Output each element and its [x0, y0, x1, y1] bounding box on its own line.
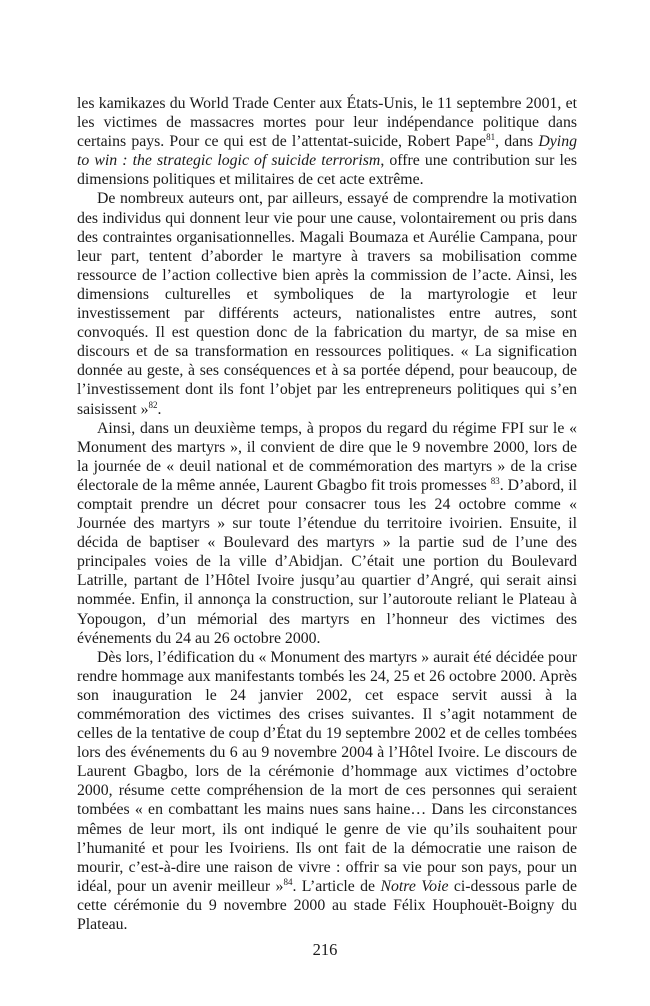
- paragraph-4-text-b: . L’article de: [292, 877, 381, 895]
- paragraph-3-text-b: . D’abord, il comptait prendre un décret pour consacrer tous les 24 octobre comme « Journée des martyrs » sur toute l’étendue du territoire ivoirien. Ensuite, il décida de baptiser « Boulevard des martyrs » la partie sud de l’une des principales voies de la ville d’Abidjan. C’était une portion du Boulevard Latrille, partant de l’Hôtel Ivoire jusqu’au quartier d’Angré, qui serait ainsi nommée. Enfin, il annonça la construction, sur l’autoroute reliant le Plateau à Yopougon, d’un mémorial des martyrs en l’honneur des victimes des événements du 24 au 26 octobre 2000.: [77, 476, 577, 647]
- paragraph-1: [77, 94, 577, 189]
- paragraph-1-text: les kamikazes du World Trade Center aux États-Unis, le 11 septembre 2001, et les victimes de massacres mortes pour leur indépendance politique dans certains pays. Pour ce qui est de l’attentat-suicide, Robert Pape: [77, 95, 577, 151]
- paragraph-1-text-c: , offre une contribution sur les dimensions politiques et militaires de cet acte extrême.: [77, 152, 577, 189]
- paragraph-2-text: De nombreux auteurs ont, par ailleurs, essayé de comprendre la motivation des individus qui donnent leur vie pour une cause, volontairement ou pris dans des contraintes organisationnelles. Magali Boumaza et Aurélie Campana, pour leur part, tentent d’aborder le martyre à travers sa mobilisation comme ressource de l’action collective bien après la commission de l’acte. Ainsi, les dimensions culturelles et symboliques de la martyrologie et leur investissement par différents acteurs, nationalistes entre autres, sont convoqués. Il est question donc de la fabrication du martyr, de sa mise en discours et de sa transformation en ressources politiques. « La signification donnée au geste, à ses conséquences et à sa portée dépend, pour beaucoup, de l’investissement dont ils font l’objet par les entrepreneurs politiques qui s’en saisissent »: [77, 190, 577, 418]
- paragraph-3-text: Ainsi, dans un deuxième temps, à propos du regard du régime FPI sur le « Monument des martyrs », il convient de dire que le 9 novembre 2000, lors de la journée de « deuil national et de commémoration des martyrs » de la crise électorale de la même année, Laurent Gbagbo fit trois promesses: [77, 419, 577, 494]
- book-title-dying-to-win: Dying to win : the strategic logic of suicide terrorism: [77, 133, 577, 170]
- paragraph-4-text: Dès lors, l’édification du « Monument des martyrs » aurait été décidée pour rendre hommage aux manifestants tombés les 24, 25 et 26 octobre 2000. Après son inauguration le 24 janvier 2002, cet espace servit aussi à la commémoration des victimes des crises suivantes. Il s’agit notamment de celles de la tentative de coup d’État du 19 septembre 2002 et de celles tombées lors des événements du 6 au 9 novembre 2004 à l’Hôtel Ivoire. Le discours de Laurent Gbagbo, lors de la cérémonie d’hommage aux victimes d’octobre 2000, résume cette compréhension de la mort de ces personnes qui seraient tombées « en combattant les mains nues sans haine… Dans les circonstances mêmes de leur mort, ils ont indiqué le genre de vie qu’ils souhaitent pour l’humanité et pour les Ivoiriens. Ils ont fait de la démocratie une raison de mourir, c’est-à-dire une raison de vivre : offrir sa vie pour son pays, pour un idéal, pour un avenir meilleur »: [77, 648, 577, 895]
- newspaper-title-notre-voie: Notre Voie: [380, 877, 449, 895]
- footnote-ref-83[interactable]: 83: [490, 475, 500, 486]
- paragraph-3: [77, 419, 577, 648]
- page-number: 216: [312, 940, 338, 959]
- paragraph-4: [77, 648, 577, 934]
- paragraph-2-text-b: .: [157, 400, 162, 418]
- footnote-ref-81[interactable]: 81: [486, 132, 496, 143]
- paragraph-1-text-b: , dans: [495, 133, 539, 151]
- footnote-ref-82[interactable]: 82: [148, 399, 158, 410]
- paragraph-2: [77, 189, 577, 418]
- page-body: [77, 94, 577, 934]
- footnote-ref-84[interactable]: 84: [283, 876, 293, 887]
- paragraph-4-text-c: ci-dessous parle de cette cérémonie du 9 novembre 2000 au stade Félix Houphouët-Boigny du Plateau.: [77, 877, 578, 934]
